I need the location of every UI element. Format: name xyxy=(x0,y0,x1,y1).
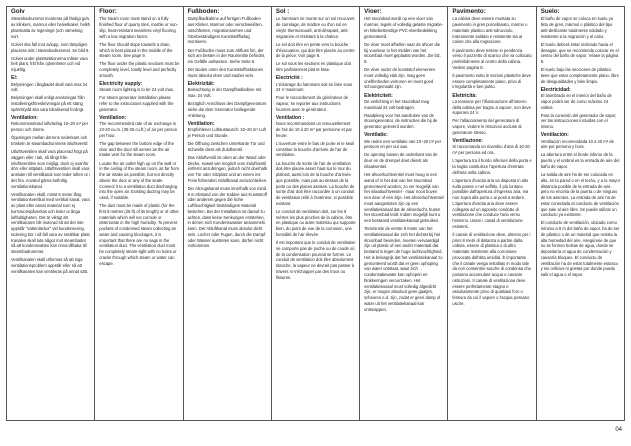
column-title: Floor: xyxy=(99,8,117,15)
column-nl xyxy=(359,7,447,420)
column-de xyxy=(6,7,94,420)
paragraph: Die Öffnung zwischen Unterkante Tür und Schwelle dient als Zuluftventil. xyxy=(187,140,265,152)
paragraph: De opening tussen de onderkant van de deur en de drempel doet dienst als inlaatventiel. xyxy=(364,152,438,169)
section xyxy=(452,138,532,307)
paragraph: The steam room must stand on a fully finished floor of quarry tiles, marble or non-slip, heat-resistant seamless vinyl flooring with a low migration factor. xyxy=(99,16,178,39)
paragraph: Ventilkanalen skall, minst 8 meter lång ventilationsvertikal med vertikal kanal, vara av plast eller annat material som ej korrosionspåverkas och leder ut ånga luftfuktigheten. Det är viktigt att ventilkanalen blir isolerad så att det inte uppstår "vattenläckor" vid kondensering. Isolering bör i så fall vara av smältbar plast. Kanalen skall luta något mot steambadet så att kondensvatten kan rinna tillbaka till steambadrummet. xyxy=(11,191,91,255)
column-title: Vloer: xyxy=(364,8,382,15)
section xyxy=(188,16,268,78)
column-title: Sol : xyxy=(275,8,290,15)
paragraph: Pour le raccordement du générateur de vapeur, se reporter aux instructions fournies avec le générateur. xyxy=(275,95,349,112)
section xyxy=(11,115,91,275)
section-heading: Ventilation: xyxy=(99,115,127,122)
paragraph: Para la conexión del generador de vapor, ver las instrucciones incluidas con el mismo. xyxy=(540,112,617,130)
paragraph: Le conduit de ventilation doit, sur les 8 mètres les plus proches de la cabine, être en plastique ou autre matériau qui supporte bien, du point de vue de la corrosion, une humidité de l'air élevée. xyxy=(275,208,356,237)
section xyxy=(276,16,356,73)
section-heading: Ventilatie: xyxy=(364,132,388,139)
paragraph: Steambadrummet monteras på färdigt golv av klinkers, marmor eller helvetkakel, helkh plastmatta av ingenings (och vämeköig sort. xyxy=(11,16,91,39)
paragraph: Steam room lighting is to be 24 volt max. xyxy=(99,87,175,93)
section xyxy=(99,16,179,78)
paragraph: Si raccomanda un ricambio d'aria di 10-20 m³ per persona ed ora. xyxy=(452,144,530,156)
section xyxy=(452,93,532,136)
section xyxy=(541,132,621,278)
paragraph: El suelo deberá estar inclinado hacia el desagüe, que se recomienda colocar en el centro del baño de vapor. Véase la página 8. xyxy=(540,41,619,65)
paragraph: Het afvoerluchtventiel moet hoog in een wand of in het dak van het stoombad gemonteerd worden, zo ver mogelijk van het inlaatluchtventiel - maar nooit boven een deur of een zitje. Het afvoerluchtventiel moet aangesloten zijn op een ventilatiekanaal dat de afvoerlucht, buiten het stoombad leidt. Indien mogelijk kunt u een bestaand ventilatiekanaal gebruiken. xyxy=(364,172,444,224)
column-fr xyxy=(271,7,359,420)
paragraph: La cabina deve essere montata su pavimento in gres porcellanato, marmo o materiale plastico anti-sdrucciolo, interamente saldato e resistente sia al calore che alla migrazione. xyxy=(452,16,528,45)
paragraph: Il est important que le conduit de ventilation ne comporte pas de poche ou de coude où de la condensation pourrait se former. Le conduit de ventilation doit être absolument étanche, la vapeur ne devrait pas passer à travers ni s'échapper par des trous ou fissures. xyxy=(275,240,356,280)
paragraph: The gap between the bottom edge of the door and the door sill serves as the air intake vent for the steam room. xyxy=(99,140,174,158)
section xyxy=(188,81,268,118)
paragraph: Empfohlener Luftaustausch: 10–20 m³ Luft je Person und Stunde. xyxy=(187,127,266,138)
paragraph: Il canale di ventilazione deve, almeno per i primi 8 metri di distanza a partire dalla cabina, essere di plastica o di altro materiale resistente alla corrosione provocata dall'alta umidità. È importante che il canale venga installato in modo tale da non consentire sacche di condensa che possano accumulare acqua e causare ostruzioni. Il canale di ventilazione deve essere perfettamente stagno e assolutamente privo di qualsiasi foro o fessura da cui il vapore o l'acqua possano uscire. xyxy=(452,231,531,306)
section-heading: Ventilazione: xyxy=(452,138,483,145)
paragraph: Belysningen i ångbadet skall vara max 24 volt. xyxy=(11,81,88,93)
section xyxy=(541,16,621,84)
language-columns xyxy=(6,7,625,420)
paragraph: The recommended rate of air exchange is 10-20 cu.m. (35-26 cu.ft.) of air per person per hour. xyxy=(99,121,178,138)
column-title: Pavimento: xyxy=(452,8,486,15)
section-heading: Ventilation: xyxy=(11,115,38,122)
section-heading: Ventilación: xyxy=(540,132,569,139)
column-title: Golv xyxy=(11,8,25,15)
paragraph: Utluftsventilen skall vara placerad högt på väggen eller i tak, så långt från inluftsventilen som möjligt, dock ej ovanför dörr eller sittplats. Utluftsventilen skall vara ansluten till ventilkanal som leder luften ut i det fria. Använd gärna befintlig ventilationskanal. xyxy=(11,149,90,189)
page-number: 04 xyxy=(615,427,622,433)
paragraph: Der Fußboden muss zum Abfluss hin, der sich am besten in der Raummitte befindet, ein Gefälle aufweisen. Siehe Seite 8. xyxy=(187,47,266,65)
section xyxy=(541,87,621,130)
section xyxy=(276,75,356,112)
section xyxy=(11,75,91,112)
section xyxy=(364,16,444,90)
paragraph: Raadpleeg voor het aansluiten van de stoomgenerator, de instructies die bij de generator geleverd worden. xyxy=(364,112,438,130)
paragraph: Öppningen mellan dörrens nederkant och tröskeln är steambadrummets inluftsventil. xyxy=(11,135,89,146)
paragraph: Le sol doit être en pente vers la bouche d'évacuation, qui doit être placée au centre de la pièce. Voir page 8. xyxy=(275,41,355,59)
paragraph: Locate the air outlet high up on the wall or in the ceiling of the steam room, as far from the air intake as possible, but not directly above the door or any of the seats. Connect it to a ventilation duct discharging into the open air. Existing ducting may be used, if suitable. xyxy=(99,160,179,201)
column-it xyxy=(447,7,535,420)
paragraph: Ventilkanalen skall utformas så att inga ventilationsproblem uppstår eller så att ventilkanalen kan ventileras på annat sätt. xyxy=(11,257,89,274)
column-es xyxy=(536,7,625,420)
paragraph: Golvet under plastsektionerna måste vara helt plant, fritt från ojämnheter och vid mjuktlig. xyxy=(11,55,88,73)
section-heading: Elektrizität: xyxy=(187,81,215,88)
section xyxy=(99,81,179,113)
section-heading: Electricity supply: xyxy=(99,81,143,88)
section-heading: El: xyxy=(11,75,18,82)
paragraph: Rekommenderad luftväxling 10–20 m³ per person och timme. xyxy=(11,121,89,133)
paragraph: Per l'allacciamento del generatore di vapore, vedere le istruzioni accluse al generatore stesso. xyxy=(452,118,522,135)
paragraph: Das Abluftventil ist oben an der Wand oder Decke, soweit wie möglich vom Zuluftventil entfernt anzubringen, jedoch nicht oberhalb von Tür oder Sitzplatz und an einem ins Freie führenden Abluftkanal anzuschließen. xyxy=(187,154,268,183)
paragraph: Il pavimento sotto le sezioni plastiche deve essere completamente piano, privo di irregolarità e ben pulito. xyxy=(452,72,531,90)
section xyxy=(452,16,532,90)
paragraph: Golvet ska fall mot avlopp, som lämpligen placeras mitt i steambadrummet. Se bild 8. xyxy=(11,41,90,53)
paragraph: El alumbrado en el interior del baño de vapor podrá ser de como máximo 24 voltios. xyxy=(540,93,612,110)
section xyxy=(364,132,444,312)
section xyxy=(364,93,444,130)
paragraph: La bouche de sortie de l'air de ventilation doit être placée assez haut sur le mur du plafond, aussi loin de la bouche d'arrivée que possible, mais pas au-dessus de la porte ou des places assises. La bouche de sortie d'air doit être raccordée à un conduit de ventilation relié à l'extérieur, si possible existant. xyxy=(275,160,355,206)
paragraph: De verlichting in het stoombad mag maximaal 24 volt bedragen. xyxy=(364,98,430,110)
section-heading: Elektriciteit: xyxy=(364,92,393,99)
section xyxy=(99,115,179,266)
paragraph: Ventilación recomendada 10 a 20 m³ de aire por persona y hora. xyxy=(540,138,614,150)
paragraph: La salida de aire ha de ser colocada en alto, en la pared o en el techo, y a la mayor distancia posible de la entrada de aire, pero no encima de la puerta o de ninguno de los asientos. La entrada de aire ha de estar conectada al conducto de ventilación que sale al aire libre. Se puede utilizar un conducto ya existente. xyxy=(540,172,621,218)
paragraph: El baño de vapor se coloca en suelo ya listo de gres, mármol o plástico del tipo anti-deslizante totalmente soldado y resistente a la migración y al calor. xyxy=(540,16,613,39)
section-heading: Ventilation : xyxy=(275,115,305,122)
paragraph: For steam generator installation please refer to the instructions supplied with the generator. xyxy=(99,95,174,112)
paragraph: Temminste de eerste 8 meter van het ventilatiekanaal die zich het dichtst bij het stoombad bevinden, moeten vervaardigd zijn uit plastic of een ander materiaal dat bestand is tegen de hoge luchtvochtigheid. Het is belangrijk dat het ventilatiekanaal zo gemonteerd wordt dat er geen ophoping van water ontstaat, waar zich condensatiewater kan ophopen en blokkeringen veroorzaken. Het ventilatiekanaal moet volledig afgedicht zijn, er mogen absoluut geen gaatjes, scheuren e.d. zijn, zodat er geen damp of water uit het ventilatiekanaal kan ontsnappen. xyxy=(364,226,443,312)
paragraph: El conducto de ventilación, ubicado como mínimo a 8 m del baño de vapor, ha de ser de plástico o de un material que resista la alta humedad del aire. Asegúrese de que no se formen bolsas de agua, donde se depositaría el agua de condensación y causaría bloqueo. El conducto de ventilación ha de estar totalmente estanco y sin orificios ni grietas por donde pueda salir el agua o el vapor. xyxy=(540,220,620,278)
section-heading: Electricidad: xyxy=(540,86,571,93)
paragraph: The floor should slope towards a drain, which is best placed in the middle of the steam room. See page 9. xyxy=(99,41,173,59)
paragraph: Belysningen skall enligt anvisningar från installeringsföreskrivningar på ett stäng spärrskydd ska vara lokaliserad fordrigt. xyxy=(11,95,85,112)
paragraph: De vloer onder de kunststof elementen moet volledig vlak zijn, mag geen oneffenheden vertonen en moet goed schoongemaakt zijn. xyxy=(364,67,436,90)
paragraph: Beleuchtung in der Dampfbadkabine mit max. 24 Volt. xyxy=(187,87,262,99)
section xyxy=(276,115,356,280)
paragraph: Dampfbadkabine auf fertigen Fußboden aus Klinker, Marmor oder verschweißten, rutschfesten, migrationsarmen und hitzebeständigem Kunststoffbelag montieren. xyxy=(187,16,263,45)
column-title: Suelo: xyxy=(540,8,560,15)
paragraph: Het stoombad wordt op een vloer van marmer, tegels of volledig gelaste migratie- en hittebestendige PVC-vloerbedekking gemonteerd. xyxy=(364,16,444,39)
section xyxy=(11,16,91,73)
paragraph: Le hammam se monte sur un sol recouvert de carrelage, de marbre ou d'un sol en vinyle thermosoudé, anti-dérapant, anti-migratoire et résistant à la chaleur. xyxy=(275,16,355,39)
paragraph: Il pavimento deve essere in pendenza verso il pozzetto di scarico che va collocato preferibilmente al centro della cabina. Vedere pagina 8. xyxy=(452,47,532,70)
paragraph: Der Abzugskanal muss innerhalb von mind. 8 m Abstand von der Kabine aus Kunststoff oder anderem gegen die hohe Luftfeuchtigkeit beständigem Material bestehen. Bei der Installation ist darauf zu achten, dass keine Senkungen entstehen, in denen sich Kondenswasser ansammeln kann. Der Abluftkanal muss absolut dicht sein. Löcher oder Fugen, durch die Dampf oder Wasser austreten kann, dürfen nicht vorkommen. xyxy=(187,185,268,249)
paragraph: Der Boden unter den Kunststoffsektionen muss absolut eben und sauber sein. xyxy=(187,67,264,78)
paragraph: L'apertura d'uscita aria va disposta in alto sulla parete o nel soffitto, il più lontano possibile dall'apertura d'ingresso aria, ma non sopra alla porta o ai posti a sedere. L'apertura d'uscita aria deve essere collegata ad un apposito condotto di ventilazione che conduce l'aria verso l'esterno. Usare i canali di ventilazione esistenti. xyxy=(452,177,529,229)
column-en xyxy=(94,7,182,420)
paragraph: Nous recommandons un renouvellement de l'air de 10 à 20 m³ par personne et par heure. xyxy=(275,121,352,138)
paragraph: L'apertura tra il bordo inferiore della porta e la soglia costituisce l'apertura d'entrata dell'aria nella cabina. xyxy=(452,158,532,175)
column-title: Fußboden: xyxy=(187,8,220,15)
section-heading: Ventilation: xyxy=(187,120,215,127)
column-de2 xyxy=(183,7,271,420)
paragraph: Le sol sous les sections en plastique doit être parfaitement plat et lisse. xyxy=(275,61,351,73)
paragraph: De vloer moet afhellen naar de afvoer die bij voorkeur in het midden van het stoombad moet geplaatst worden. Zie blz. 8. xyxy=(364,41,441,65)
section xyxy=(188,121,268,249)
paragraph: We raden een ventilatie van 10–20 m³ per persoon en per uur aan. xyxy=(364,138,442,150)
paragraph: La abertura entre el borde inferior de la puerta y el umbral es la entrada de aire del baño de vapor. xyxy=(540,152,620,169)
paragraph: L'ouverture entre le bas de porte et le seuil constitue la bouche d'arrivée de l'air de ventilation. xyxy=(275,140,355,158)
paragraph: The duct must be made of plastic (for the first 8 metres (26 ft) of its length) or of other materials which will not corrode or deteriorate in the high humidity. To prevent pockets of condensed steam collecting as water and causing blockages, it is important that there are no sags in the ventilation duct. The ventilation duct must be completely steam-tight with no holes or cracks through which steam or water can escape. xyxy=(99,203,179,266)
paragraph: The floor under the plastic sections must be completely level, totally level and perfectly smooth. xyxy=(99,61,180,78)
paragraph: L'éclairage du hammam soit se faire sous 24 V maximum. xyxy=(275,81,353,93)
bottom-rule xyxy=(6,420,625,421)
section-heading: Elettricità: xyxy=(452,92,477,99)
paragraph: El suelo bajo las secciones de plástico tiene que estar completamente plano, libre de desigualdades y bien limpio. xyxy=(540,67,619,84)
paragraph: Bezüglich Anschluss des Dampfgenerators siehe die dem Generator beiliegende Anleitung. xyxy=(187,101,267,118)
section-heading: Electricité : xyxy=(275,75,303,82)
paragraph: La tensione per l'illuminazione all'interno della cabina per bagno a vapore, non deve superare 24 V. xyxy=(452,98,531,116)
